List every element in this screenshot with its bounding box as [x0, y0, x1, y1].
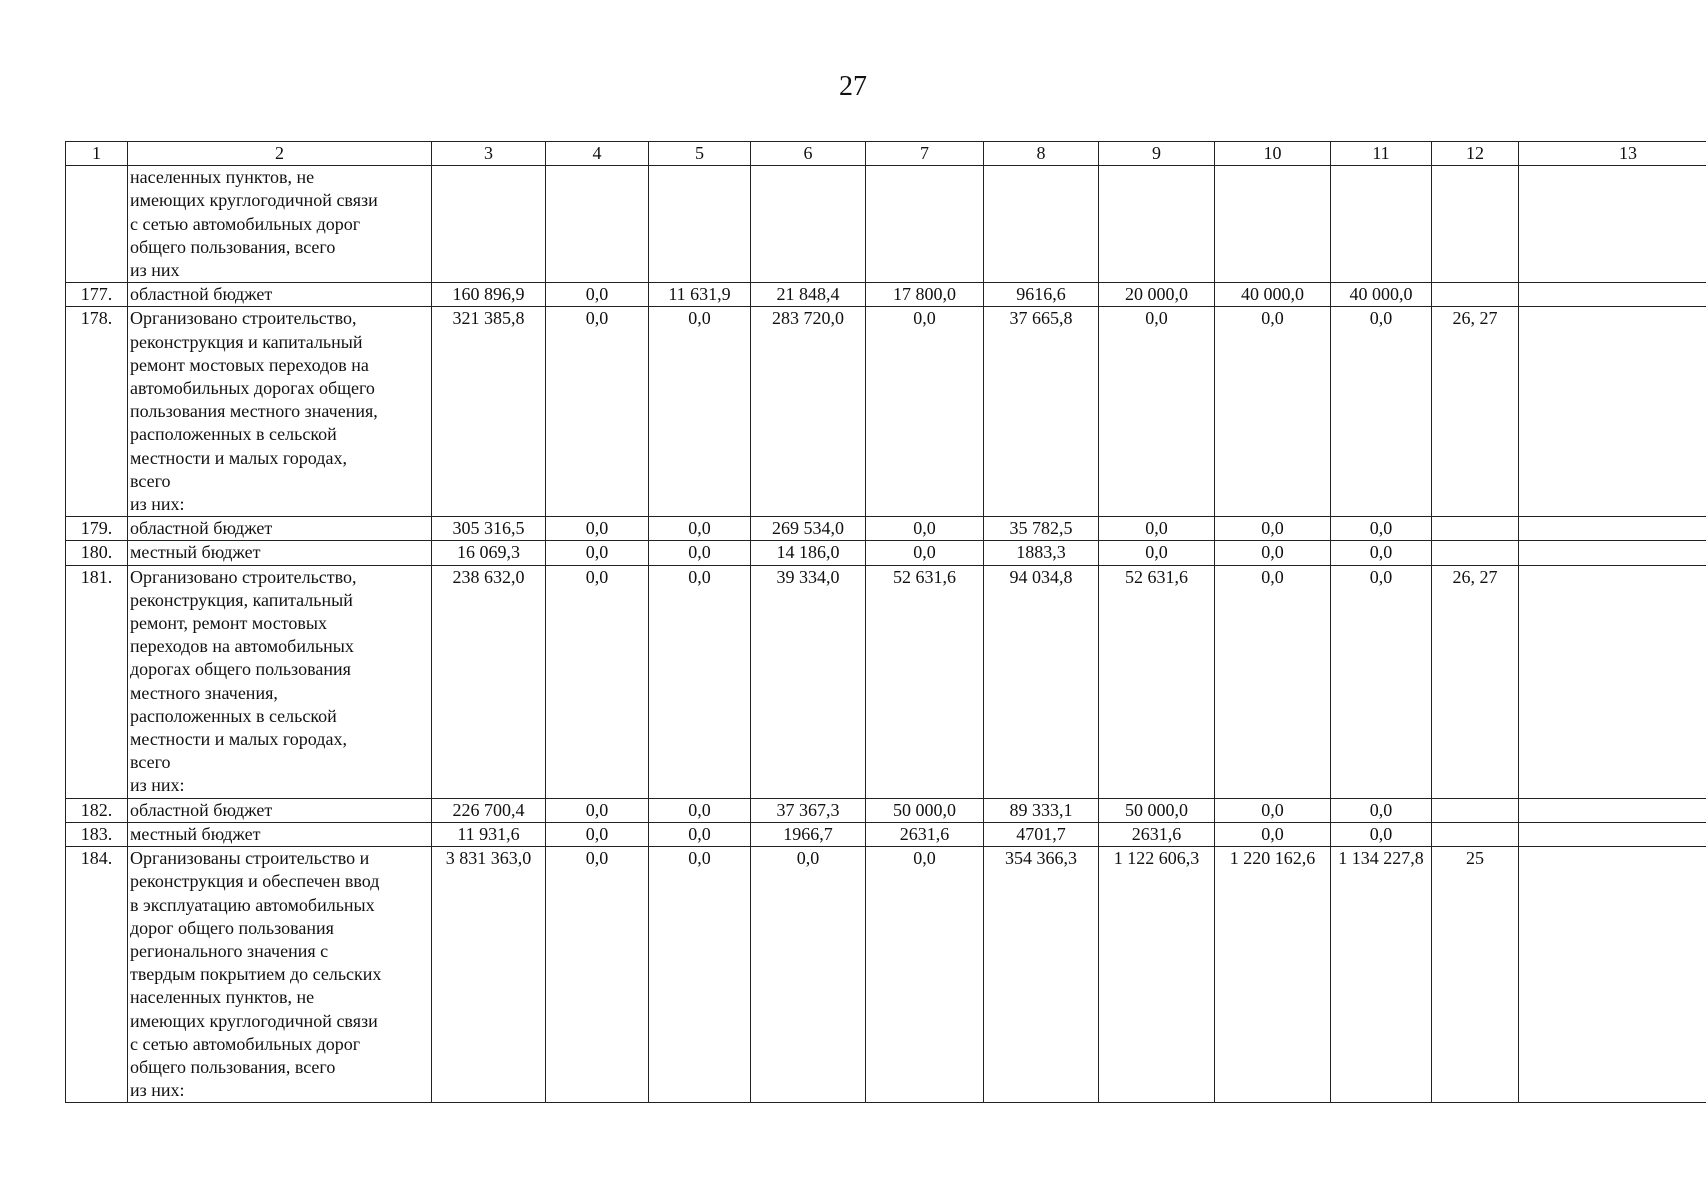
description-cell [128, 565, 432, 798]
value-cell: 0,0 [866, 847, 984, 1103]
description-line: общего пользования, всего [130, 1056, 336, 1077]
empty-cell [1519, 166, 1706, 283]
table-row [66, 283, 1706, 307]
table-row [66, 798, 1706, 822]
value-cell [984, 166, 1099, 283]
reference-cell [1432, 798, 1519, 822]
description-line: имеющих круглогодичной связи [130, 1010, 378, 1031]
description-line: местного значения, [130, 682, 278, 703]
value-cell: 50 000,0 [1099, 798, 1215, 822]
table-row [66, 166, 1706, 283]
value-cell: 0,0 [1215, 541, 1331, 565]
description-cell [128, 798, 432, 822]
value-cell: 0,0 [1099, 307, 1215, 517]
value-cell: 0,0 [546, 307, 649, 517]
value-cell: 0,0 [1331, 565, 1432, 798]
value-cell: 40 000,0 [1331, 283, 1432, 307]
reference-cell [1432, 822, 1519, 846]
row-number-cell: 181. [66, 565, 128, 798]
column-header: 9 [1099, 142, 1215, 166]
value-cell: 283 720,0 [751, 307, 866, 517]
value-cell: 238 632,0 [432, 565, 546, 798]
row-number-cell: 179. [66, 517, 128, 541]
value-cell [432, 166, 546, 283]
description-line: Организованы строительство и [130, 848, 370, 869]
value-cell: 1 134 227,8 [1331, 847, 1432, 1103]
value-cell: 0,0 [546, 517, 649, 541]
description-line: с сетью автомобильных дорог [130, 1033, 361, 1054]
value-cell [1099, 166, 1215, 283]
value-cell: 321 385,8 [432, 307, 546, 517]
value-cell: 20 000,0 [1099, 283, 1215, 307]
value-cell: 226 700,4 [432, 798, 546, 822]
description-line: расположенных в сельской [130, 424, 337, 445]
value-cell: 0,0 [649, 822, 751, 846]
description-cell [128, 541, 432, 565]
description-line: населенных пунктов, не [130, 987, 315, 1008]
column-header: 4 [546, 142, 649, 166]
page-number: 27 [839, 71, 867, 102]
description-cell [128, 847, 432, 1103]
value-cell: 2631,6 [866, 822, 984, 846]
value-cell: 0,0 [1215, 822, 1331, 846]
value-cell: 1883,3 [984, 541, 1099, 565]
empty-cell [1519, 847, 1706, 1103]
column-header: 3 [432, 142, 546, 166]
reference-cell [1432, 283, 1519, 307]
table-row [66, 847, 1706, 1103]
value-cell: 4701,7 [984, 822, 1099, 846]
description-line: местности и малых городах, [130, 447, 347, 468]
table-header-row [66, 142, 1706, 166]
value-cell: 269 534,0 [751, 517, 866, 541]
column-header: 12 [1432, 142, 1519, 166]
value-cell: 0,0 [1099, 517, 1215, 541]
column-header: 7 [866, 142, 984, 166]
row-number-cell: 180. [66, 541, 128, 565]
value-cell: 94 034,8 [984, 565, 1099, 798]
budget-table [65, 141, 1706, 1103]
value-cell: 160 896,9 [432, 283, 546, 307]
value-cell: 0,0 [546, 283, 649, 307]
description-line: местный бюджет [130, 823, 261, 844]
value-cell: 0,0 [866, 307, 984, 517]
value-cell: 37 367,3 [751, 798, 866, 822]
description-line: областной бюджет [130, 799, 273, 820]
description-line: имеющих круглогодичной связи [130, 190, 378, 211]
description-line: общего пользования, всего [130, 236, 336, 257]
description-line: областной бюджет [130, 518, 273, 539]
value-cell: 0,0 [546, 565, 649, 798]
column-header: 1 [66, 142, 128, 166]
reference-cell [1432, 541, 1519, 565]
value-cell: 17 800,0 [866, 283, 984, 307]
description-line: реконструкция и капитальный [130, 331, 363, 352]
reference-cell [1432, 166, 1519, 283]
value-cell: 52 631,6 [1099, 565, 1215, 798]
description-line: расположенных в сельской [130, 705, 337, 726]
row-number-cell [66, 166, 128, 283]
description-line: из них: [130, 1080, 185, 1101]
value-cell: 1 122 606,3 [1099, 847, 1215, 1103]
reference-cell: 25 [1432, 847, 1519, 1103]
value-cell [1215, 166, 1331, 283]
value-cell: 0,0 [1331, 517, 1432, 541]
row-number-cell: 182. [66, 798, 128, 822]
value-cell: 14 186,0 [751, 541, 866, 565]
value-cell: 50 000,0 [866, 798, 984, 822]
table-row [66, 822, 1706, 846]
value-cell: 0,0 [1215, 565, 1331, 798]
value-cell: 16 069,3 [432, 541, 546, 565]
description-line: переходов на автомобильных [130, 636, 354, 657]
value-cell: 0,0 [866, 541, 984, 565]
description-cell [128, 283, 432, 307]
column-header: 13 [1519, 142, 1706, 166]
column-header: 2 [128, 142, 432, 166]
empty-cell [1519, 283, 1706, 307]
value-cell: 0,0 [1215, 517, 1331, 541]
description-line: дорогах общего пользования [130, 659, 351, 680]
reference-cell: 26, 27 [1432, 307, 1519, 517]
value-cell: 0,0 [649, 517, 751, 541]
description-line: местный бюджет [130, 542, 261, 563]
empty-cell [1519, 822, 1706, 846]
description-line: из них: [130, 775, 185, 796]
empty-cell [1519, 798, 1706, 822]
description-cell [128, 166, 432, 283]
value-cell: 89 333,1 [984, 798, 1099, 822]
description-line: с сетью автомобильных дорог [130, 213, 361, 234]
column-header: 11 [1331, 142, 1432, 166]
value-cell: 0,0 [649, 565, 751, 798]
description-cell [128, 822, 432, 846]
description-line: пользования местного значения, [130, 401, 378, 422]
value-cell [1331, 166, 1432, 283]
description-line: ремонт, ремонт мостовых [130, 613, 327, 634]
value-cell: 354 366,3 [984, 847, 1099, 1103]
description-line: реконструкция и обеспечен ввод [130, 871, 380, 892]
value-cell: 0,0 [751, 847, 866, 1103]
description-line: из них: [130, 494, 185, 515]
value-cell: 0,0 [1331, 798, 1432, 822]
value-cell: 0,0 [866, 517, 984, 541]
value-cell: 305 316,5 [432, 517, 546, 541]
value-cell: 35 782,5 [984, 517, 1099, 541]
description-cell [128, 517, 432, 541]
empty-cell [1519, 307, 1706, 517]
row-number-cell: 184. [66, 847, 128, 1103]
value-cell: 0,0 [1099, 541, 1215, 565]
description-line: твердым покрытием до сельских [130, 964, 382, 985]
value-cell: 0,0 [546, 847, 649, 1103]
value-cell: 0,0 [1331, 541, 1432, 565]
value-cell: 9616,6 [984, 283, 1099, 307]
description-line: областной бюджет [130, 284, 273, 305]
reference-cell: 26, 27 [1432, 565, 1519, 798]
description-line: автомобильных дорогах общего [130, 378, 375, 399]
table-row [66, 517, 1706, 541]
description-line: в эксплуатацию автомобильных [130, 894, 375, 915]
description-line: из них [130, 260, 180, 281]
value-cell: 0,0 [546, 541, 649, 565]
value-cell: 1 220 162,6 [1215, 847, 1331, 1103]
value-cell [751, 166, 866, 283]
description-line: Организовано строительство, [130, 308, 357, 329]
value-cell: 0,0 [1215, 798, 1331, 822]
value-cell: 0,0 [1331, 307, 1432, 517]
value-cell: 40 000,0 [1215, 283, 1331, 307]
value-cell: 39 334,0 [751, 565, 866, 798]
description-line: всего [130, 752, 171, 773]
value-cell: 0,0 [546, 798, 649, 822]
empty-cell [1519, 565, 1706, 798]
value-cell: 37 665,8 [984, 307, 1099, 517]
value-cell: 0,0 [649, 541, 751, 565]
value-cell: 11 631,9 [649, 283, 751, 307]
reference-cell [1432, 517, 1519, 541]
value-cell: 0,0 [649, 307, 751, 517]
description-line: Организовано строительство, [130, 566, 357, 587]
description-line: всего [130, 470, 171, 491]
row-number-cell: 177. [66, 283, 128, 307]
table-row [66, 565, 1706, 798]
table-row [66, 541, 1706, 565]
description-line: местности и малых городах, [130, 729, 347, 750]
empty-cell [1519, 517, 1706, 541]
value-cell: 1966,7 [751, 822, 866, 846]
row-number-cell: 178. [66, 307, 128, 517]
column-header: 6 [751, 142, 866, 166]
value-cell [649, 166, 751, 283]
column-header: 5 [649, 142, 751, 166]
row-number-cell: 183. [66, 822, 128, 846]
description-line: реконструкция, капитальный [130, 589, 353, 610]
empty-cell [1519, 541, 1706, 565]
column-header: 10 [1215, 142, 1331, 166]
description-line: населенных пунктов, не [130, 167, 315, 188]
description-line: регионального значения с [130, 940, 329, 961]
value-cell: 0,0 [1331, 822, 1432, 846]
value-cell [546, 166, 649, 283]
column-header: 8 [984, 142, 1099, 166]
value-cell: 2631,6 [1099, 822, 1215, 846]
value-cell: 3 831 363,0 [432, 847, 546, 1103]
value-cell: 52 631,6 [866, 565, 984, 798]
value-cell: 21 848,4 [751, 283, 866, 307]
description-line: дорог общего пользования [130, 917, 334, 938]
description-line: ремонт мостовых переходов на [130, 354, 369, 375]
table-row [66, 307, 1706, 517]
value-cell [866, 166, 984, 283]
description-cell [128, 307, 432, 517]
value-cell: 0,0 [649, 847, 751, 1103]
value-cell: 0,0 [649, 798, 751, 822]
value-cell: 11 931,6 [432, 822, 546, 846]
value-cell: 0,0 [546, 822, 649, 846]
value-cell: 0,0 [1215, 307, 1331, 517]
